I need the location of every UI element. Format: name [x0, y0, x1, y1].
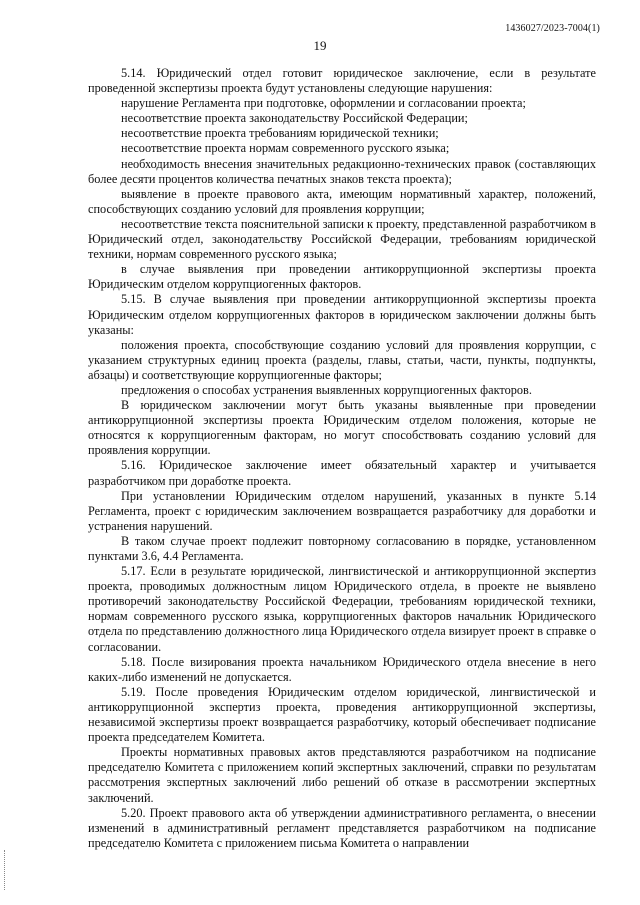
- paragraph: несоответствие текста пояснительной записки к проекту, представленной разработчиком в Юридический отдел, законодательству Российской Федерации, требованиям юридической техники, нормам современного русского языка;: [88, 216, 596, 262]
- paragraph: 5.15. В случае выявления при проведении антикоррупционной экспертизы проекта Юридическим отделом коррупциогенных факторов в юридическом заключении должны быть указаны:: [88, 292, 596, 337]
- paragraph: В юридическом заключении могут быть указаны выявленные при проведении антикоррупционной экспертизы проекта Юридическим отделом положения, которые не относятся к коррупциогенным факторам, но могут способствовать созданию условий для проявления коррупции.: [88, 398, 596, 458]
- paragraph: 5.20. Проект правового акта об утверждении административного регламента, о внесении изменений в административный регламент представляется разработчиком на подписание председателю Комитета с приложением письма Комитета о направлении: [88, 805, 596, 850]
- paragraph: несоответствие проекта требованиям юридической техники;: [121, 126, 439, 141]
- paragraph: 5.14. Юридический отдел готовит юридическое заключение, если в результате проведенной экспертизы проекта будут установлены следующие нарушения:: [88, 66, 596, 96]
- document-body: [88, 66, 596, 851]
- paragraph: 5.18. После визирования проекта начальником Юридического отдела внесение в него каких-либо изменений не допускается.: [88, 654, 596, 684]
- paragraph: 5.17. Если в результате юридической, лингвистической и антикоррупционной экспертиз проекта, проводимых должностным лицом Юридического отдела, в проекте не выявлено противоречий законодательству Российской Федерации, требованиям юридической техники, нормам современного русского языка, коррупциогенных факторов начальник Юридического отдела по представлению должностного лица Юридического отдела визирует проект в справке о согласовании.: [88, 564, 596, 654]
- scan-edge-mark: [4, 850, 7, 890]
- paragraph: При установлении Юридическим отделом нарушений, указанных в пункте 5.14 Регламента, проект с юридическим заключением возвращается разработчику для доработки и устранения нарушений.: [88, 488, 596, 533]
- paragraph: несоответствие проекта законодательству Российской Федерации;: [121, 111, 468, 126]
- document-number: 1436027/2023-7004(1): [505, 23, 600, 34]
- paragraph: положения проекта, способствующие созданию условий для проявления коррупции, с указанием структурных единиц проекта (разделы, главы, статьи, части, пункты, подпункты, абзацы) и соответствующие коррупциогенные факторы;: [88, 337, 596, 382]
- paragraph: выявление в проекте правового акта, имеющим нормативный характер, положений, способствующих созданию условий для проявления коррупции;: [88, 186, 596, 216]
- paragraph: в случае выявления при проведении антикоррупционной экспертизы проекта Юридическим отделом коррупциогенных факторов.: [88, 262, 596, 292]
- paragraph: нарушение Регламента при подготовке, оформлении и согласовании проекта;: [121, 96, 526, 111]
- paragraph: В таком случае проект подлежит повторному согласованию в порядке, установленном пунктами 3.6, 4.4 Регламента.: [88, 533, 596, 563]
- paragraph: необходимость внесения значительных редакционно-технических правок (составляющих более десяти процентов количества печатных знаков текста проекта);: [88, 156, 596, 186]
- paragraph: предложения о способах устранения выявленных коррупциогенных факторов.: [121, 382, 532, 397]
- page-number: 19: [313, 38, 327, 53]
- paragraph: несоответствие проекта нормам современного русского языка;: [121, 141, 450, 156]
- paragraph: Проекты нормативных правовых актов представляются разработчиком на подписание председателю Комитета с приложением копий экспертных заключений, справки по результатам рассмотрения экспертных заключений либо решений об отказе в рассмотрении экспертных заключений.: [88, 745, 596, 805]
- paragraph: 5.19. После проведения Юридическим отделом юридической, лингвистической и антикоррупционной экспертиз проекта, проведения антикоррупционной экспертизы, независимой экспертизы проект возвращается разработчику, который обеспечивает подписание проекта председателем Комитета.: [88, 684, 596, 745]
- paragraph: 5.16. Юридическое заключение имеет обязательный характер и учитывается разработчиком при доработке проекта.: [88, 458, 596, 488]
